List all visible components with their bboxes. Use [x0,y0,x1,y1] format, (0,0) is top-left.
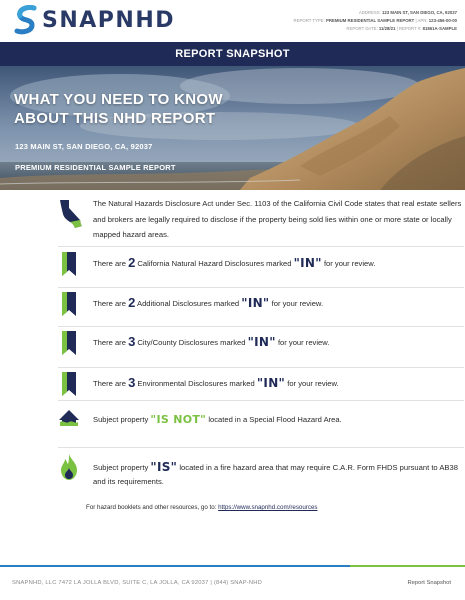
fire-status: "IS" [150,460,178,474]
resources-link[interactable]: https://www.snapnhd.com/resources [218,504,318,511]
disclosure-count: 2 [128,295,136,310]
disclosure-status: "IN" [247,335,276,349]
snapnhd-logo [14,5,175,35]
resources-line [86,504,317,511]
meta-date: 11/28/21 [378,26,396,32]
row-prefix: Subject property [93,463,149,472]
disclosure-text [93,295,463,311]
disclosure-row [58,329,464,365]
disclosure-status: "IN" [293,256,322,270]
meta-apn: 123-456-00-00 [428,18,457,24]
flood-zone-row [58,404,464,444]
row-prefix: There are [93,338,126,347]
row-prefix: Subject property [93,415,149,424]
disclosure-count: 3 [128,375,136,390]
disclosure-label: Additional Disclosures marked [137,299,240,308]
divider [58,287,464,288]
logo-wordmark: SNAPNHD [42,7,175,33]
disclosure-status: "IN" [256,376,286,390]
meta-address: 123 MAIN ST, SAN DIEGO, CA, 92037 [382,10,457,15]
disclosure-status: "IN" [241,296,270,310]
footer-page-label: Report Snapshot [407,580,451,586]
report-meta [294,9,457,34]
page-header [0,0,465,42]
flood-description: located in a Special Flood Hazard Area. [208,415,342,424]
flame-icon [60,454,78,480]
row-suffix: for your review. [271,299,324,308]
meta-type-label: REPORT TYPE: [293,18,325,24]
row-prefix: There are [93,259,126,268]
divider [58,447,464,448]
bookmark-icon [62,292,76,316]
row-suffix: for your review. [287,379,339,388]
flood-house-icon [58,408,80,426]
divider [58,326,464,327]
fire-text [93,460,463,489]
california-map-icon [58,198,84,230]
hero-address: 123 MAIN ST, SAN DIEGO, CA, 92037 [15,142,153,151]
fire-description: located in a fire hazard area that may require C.A.R. Form FHDS pursuant to AB38 and its requirements. [93,463,458,486]
disclosure-row [58,250,464,286]
disclosure-text [93,375,463,391]
meta-apn-label: | APN: [415,18,428,24]
row-prefix: There are [93,299,126,308]
meta-number-label: | REPORT #: [396,26,422,32]
disclosure-count: 3 [128,334,136,349]
hero-report-type: PREMIUM RESIDENTIAL SAMPLE REPORT [15,163,176,172]
bookmark-icon [62,372,76,396]
hero-title-line1: WHAT YOU NEED TO KNOW [14,91,223,108]
row-prefix: There are [93,379,126,388]
flood-text [93,412,463,427]
meta-date-label: REPORT DATE: [346,26,378,32]
bookmark-icon [62,252,76,276]
disclosure-label: Environmental Disclosures marked [137,379,255,388]
intro-section [58,196,464,244]
resources-text: For hazard booklets and other resources, go to: [86,504,217,511]
meta-address-label: ADDRESS: [358,10,381,15]
snapnhd-logo-icon [14,5,38,35]
report-title-bar: REPORT SNAPSHOT [0,42,465,66]
disclosure-text [93,334,463,350]
disclosure-row [58,290,464,326]
footer-rule-blue [0,565,350,567]
disclosure-count: 2 [128,255,136,270]
footer-company-info: SNAPNHD, LLC 7472 LA JOLLA BLVD, SUITE C, LA JOLLA, CA 92037 | (844) SNAP-NHD [12,580,263,586]
meta-number: 81861A-SAMPLE [422,26,457,32]
divider [58,367,464,368]
bookmark-icon [62,331,76,355]
flood-status: "IS NOT" [150,413,207,426]
disclosure-label: City/County Disclosures marked [137,338,246,347]
divider [58,246,464,247]
hero-banner [0,66,465,190]
meta-type: PREMIUM RESIDENTIAL SAMPLE REPORT [326,18,415,24]
hero-title-line2: ABOUT THIS NHD REPORT [14,110,216,127]
fire-zone-row [58,452,464,496]
intro-text: The Natural Hazards Disclosure Act under Sec. 1103 of the California Civil Code states that real estate sellers and brokers are legally required to disclose if the property being sold lies within one or more state or locally mapped hazard areas. [93,199,462,239]
row-suffix: for your review. [277,338,330,347]
divider [58,400,464,401]
row-suffix: for your review. [323,259,376,268]
hero-title [14,90,223,128]
disclosure-text [93,255,463,271]
disclosure-label: California Natural Hazard Disclosures marked [137,259,292,268]
